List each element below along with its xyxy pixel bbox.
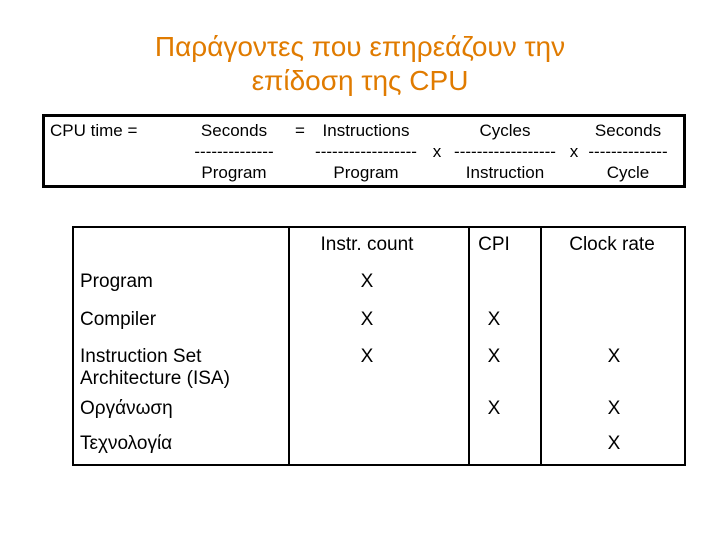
instructions-per-program-denominator: Program	[333, 163, 399, 182]
isa-clock-rate-mark: X	[607, 346, 621, 367]
title-line-1: Παράγοντες που επηρεάζουν την	[154, 31, 566, 62]
row-label-technology: Τεχνολογία	[80, 433, 173, 454]
seconds-per-program-numerator: Seconds	[200, 121, 268, 140]
organization-cpi-mark: X	[487, 398, 501, 419]
table-border-top	[72, 226, 686, 228]
formula-equals: =	[295, 121, 305, 140]
isa-instr-count-mark: X	[360, 346, 374, 367]
header-instr-count: Instr. count	[320, 234, 414, 255]
seconds-per-program-bar: --------------	[194, 142, 274, 161]
table-border-left	[72, 226, 74, 466]
seconds-per-cycle-numerator: Seconds	[594, 121, 662, 140]
row-label-organization: Οργάνωση	[80, 398, 173, 419]
cpu-time-formula	[42, 114, 686, 188]
instructions-per-program-bar: ------------------	[315, 142, 417, 161]
row-label-program: Program	[80, 271, 153, 292]
table-border-right	[684, 226, 686, 466]
row-label-compiler: Compiler	[80, 309, 157, 330]
cycles-per-instruction-bar: ------------------	[454, 142, 556, 161]
cycles-per-instruction-denominator: Instruction	[465, 163, 545, 182]
header-clock-rate: Clock rate	[569, 234, 655, 255]
formula-lhs: CPU time =	[50, 121, 138, 140]
slide-title	[0, 30, 720, 98]
isa-cpi-mark: X	[487, 346, 501, 367]
header-cpi: CPI	[478, 234, 510, 255]
table-border-bottom	[72, 464, 686, 466]
formula-times-1: x	[432, 142, 442, 161]
organization-clock-rate-mark: X	[607, 398, 621, 419]
row-label-isa: Instruction Set Architecture (ISA)	[80, 346, 230, 389]
seconds-per-program-denominator: Program	[201, 163, 267, 182]
instructions-per-program-numerator: Instructions	[322, 121, 410, 140]
table-divider-3	[540, 226, 542, 466]
compiler-cpi-mark: X	[487, 309, 501, 330]
seconds-per-cycle-bar: --------------	[588, 142, 668, 161]
seconds-per-cycle-denominator: Cycle	[606, 163, 650, 182]
table-divider-1	[288, 226, 290, 466]
formula-times-2: x	[569, 142, 579, 161]
program-instr-count-mark: X	[360, 271, 374, 292]
table-divider-2	[468, 226, 470, 466]
cycles-per-instruction-numerator: Cycles	[479, 121, 531, 140]
compiler-instr-count-mark: X	[360, 309, 374, 330]
title-line-2: επίδοση της CPU	[251, 65, 469, 96]
technology-clock-rate-mark: X	[607, 433, 621, 454]
